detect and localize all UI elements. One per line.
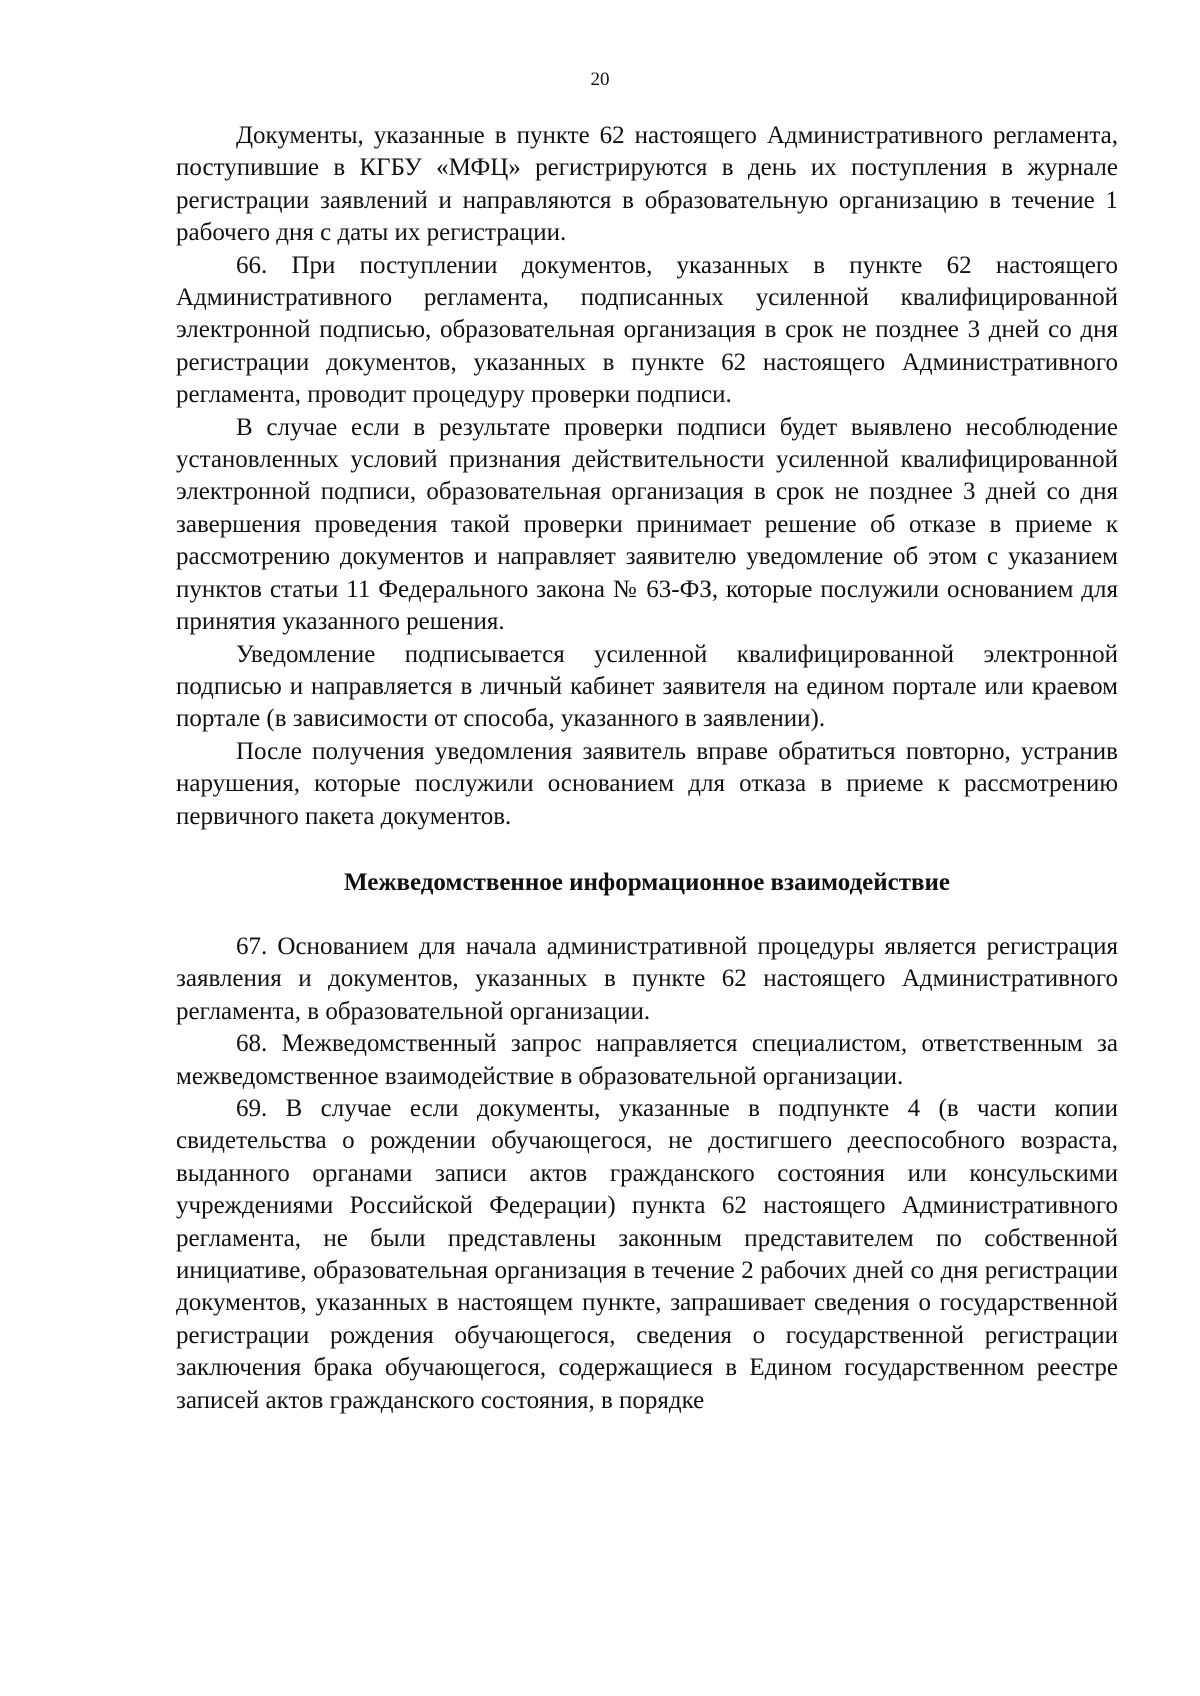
paragraph-notification-signing: Уведомление подписывается усиленной квалифицированной электронной подписью и направляется в личный кабинет заявителя на едином портале или краевом портале (в зависимости от способа, указанного в заявлении). [176,640,1118,733]
paragraph-67: 67. Основанием для начала административной процедуры является регистрация заявления и документов, указанных в пункте 62 настоящего Административного регламента, в образовательной организации. [176,932,1118,1025]
paragraph-signature-check-failure: В случае если в результате проверки подписи будет выявлено несоблюдение установленных условий признания действительности усиленной квалифицированной электронной подписи, образовательная организация в срок не позднее 3 дней со дня завершения проведения такой проверки принимает решение об отказе в приеме к рассмотрению документов и направляет заявителю уведомление об этом с указанием пунктов статьи 11 Федерального закона № 63-ФЗ, которые послужили основанием для принятия указанного решения. [176,413,1118,636]
paragraph-68: 68. Межведомственный запрос направляется специалистом, ответственным за межведомственное взаимодействие в образовательной организации. [176,1030,1118,1090]
paragraph-69: 69. В случае если документы, указанные в подпункте 4 (в части копии свидетельства о рождении обучающегося, не достигшего дееспособного возраста, выданного органами записи актов гражданского состояния или консульскими учреждениями Российской Федерации) пункта 62 настоящего Административного регламента, не были представлены законным представителем по собственной инициативе, образовательная организация в течение 2 рабочих дней со дня регистрации документов, указанных в настоящем пункте, запрашивает сведения о государственной регистрации рождения обучающегося, сведения о государственной регистрации заключения брака обучающегося, содержащиеся в Едином государственном реестре записей актов гражданского состояния, в порядке [176,1094,1118,1414]
paragraph-repeat-application: После получения уведомления заявитель вправе обратиться повторно, устранив нарушения, которые послужили основанием для отказа в приеме к рассмотрению первичного пакета документов. [176,737,1118,830]
document-text [176,120,1118,1417]
paragraph-mfc-documents: Документы, указанные в пункте 62 настоящего Административного регламента, поступившие в КГБУ «МФЦ» регистрируются в день их поступления в журнале регистрации заявлений и направляются в образовательную организацию в течение 1 рабочего дня с даты их регистрации. [176,122,1118,247]
section-heading: Межведомственное информационное взаимодействие [344,868,950,896]
paragraph-66: 66. При поступлении документов, указанных в пункте 62 настоящего Административного регламента, подписанных усиленной квалифицированной электронной подписью, образовательная организация в срок не позднее 3 дней со дня регистрации документов, указанных в пункте 62 настоящего Административного регламента, проводит процедуру проверки подписи. [176,251,1118,409]
page-number: 20 [590,69,610,90]
